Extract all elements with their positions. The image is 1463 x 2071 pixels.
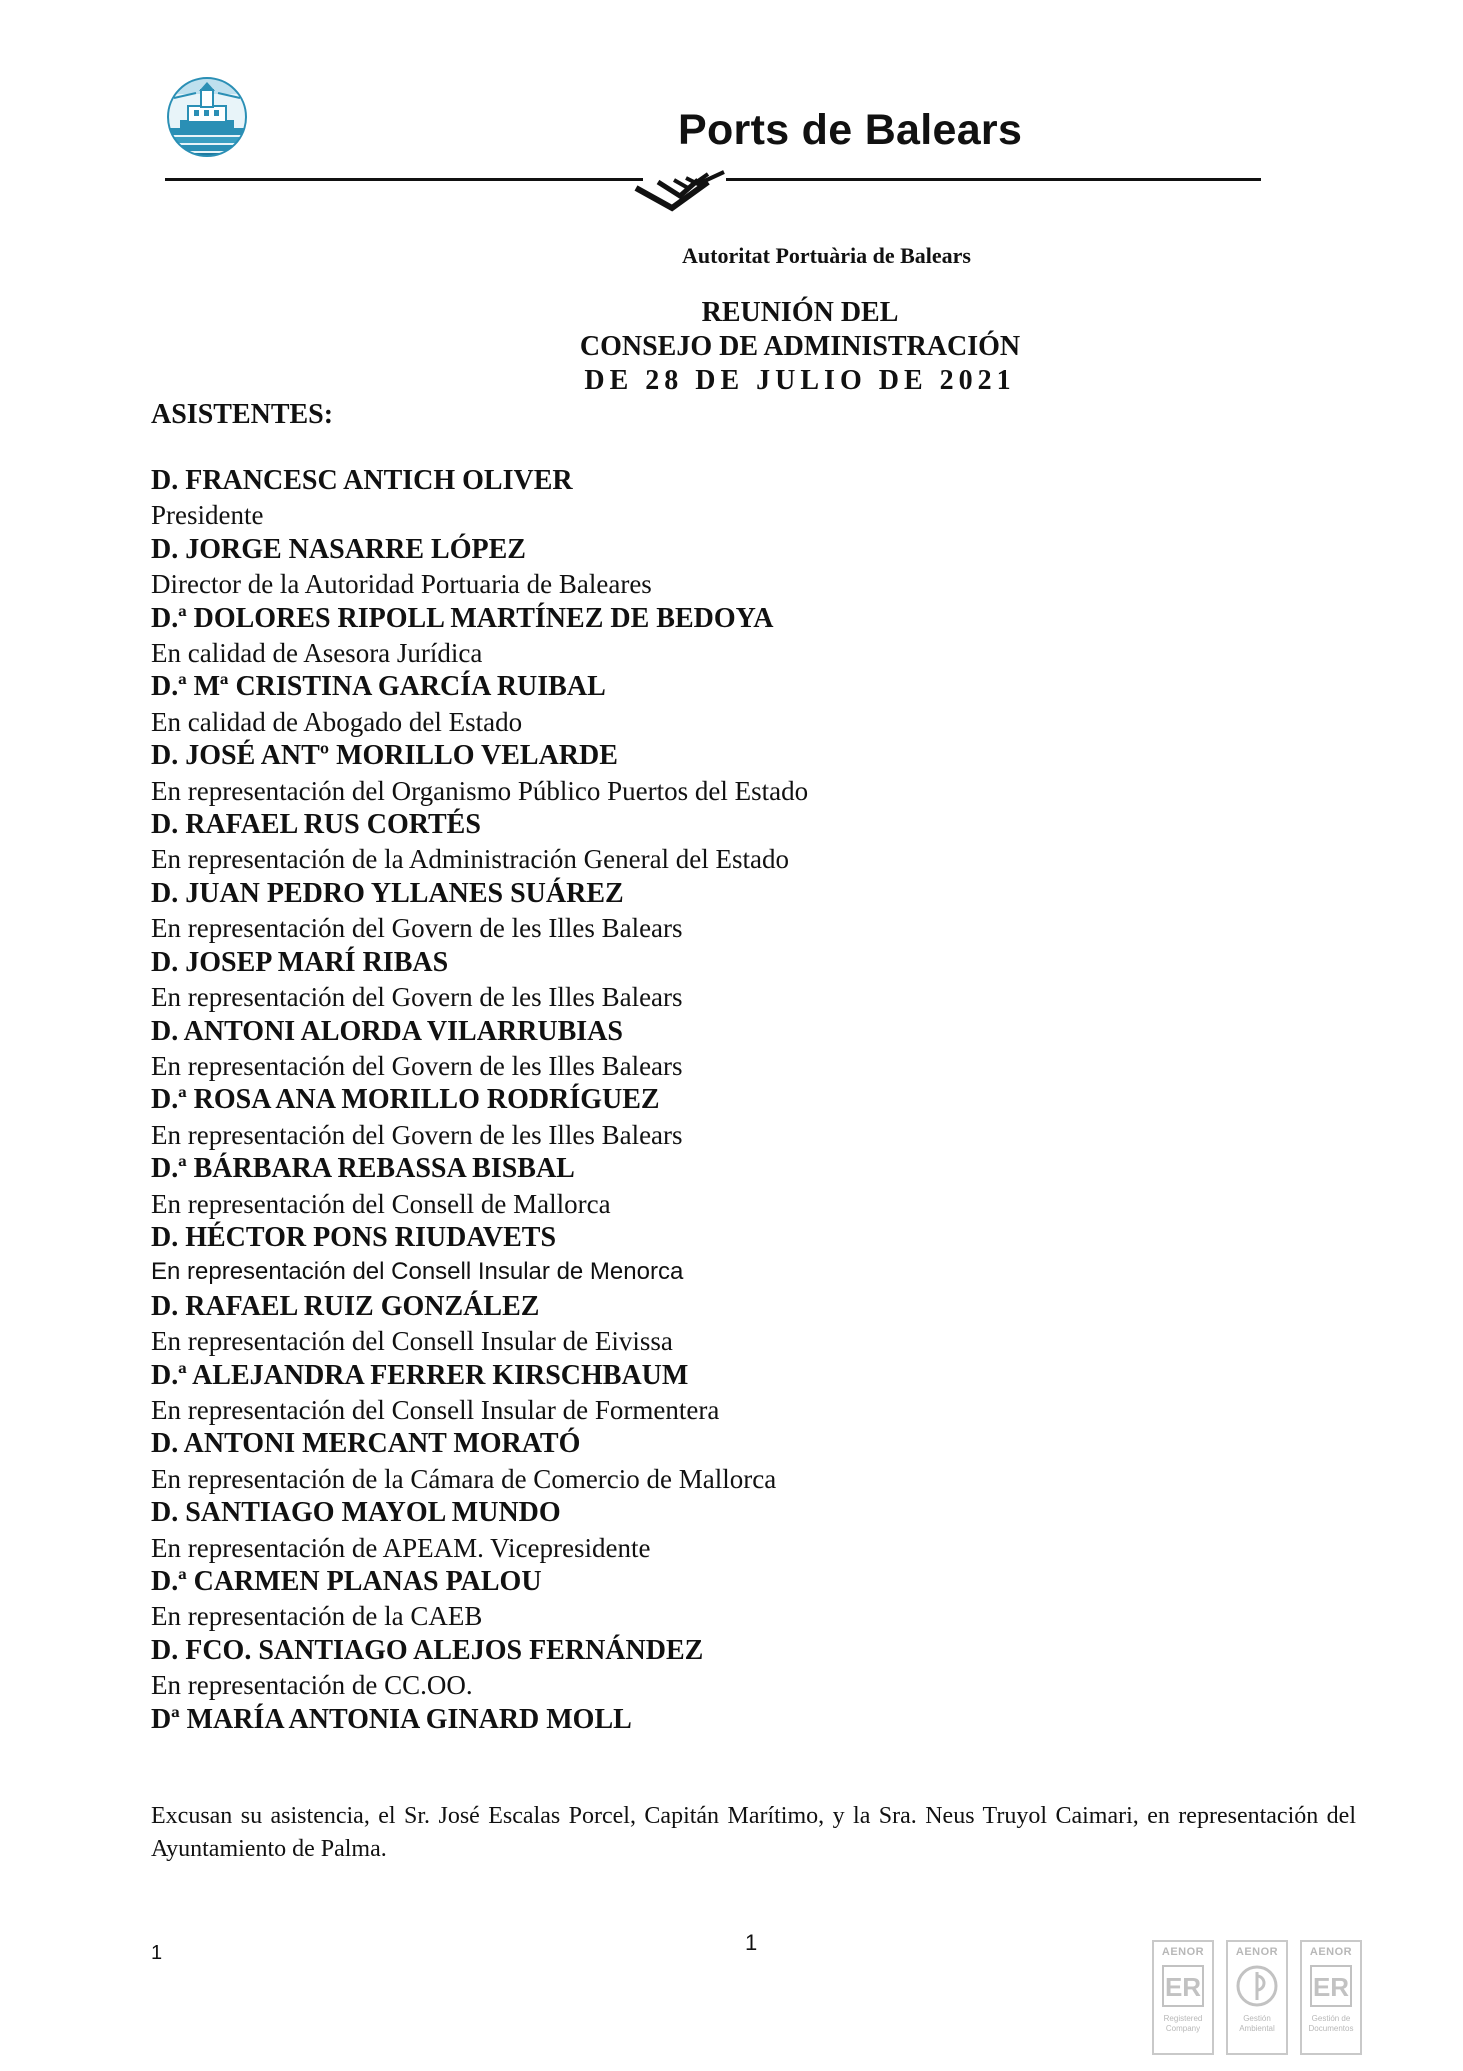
title-line-3: DE 28 DE JULIO DE 2021 — [584, 365, 1016, 396]
attendee-name: D. ANTONI MERCANT MORATÓ — [151, 1428, 581, 1460]
header-rule-left — [165, 178, 643, 181]
list-item — [151, 1290, 1301, 1359]
page-number-center: 1 — [745, 1930, 758, 1955]
attendee-name: D. SANTIAGO MAYOL MUNDO — [151, 1497, 561, 1529]
cert-caption: Gestión Ambiental — [1239, 2014, 1275, 2033]
ports-de-balears-logo-icon — [166, 76, 248, 158]
cert-issuer: AENOR — [1309, 1946, 1353, 1958]
list-item — [151, 1083, 1301, 1152]
attendee-name: D.ª Mª CRISTINA GARCÍA RUIBAL — [151, 671, 606, 703]
attendee-name: Dª MARÍA ANTONIA GINARD MOLL — [151, 1703, 632, 1735]
attendee-role: En representación del Consell de Mallorca — [151, 1188, 611, 1219]
attendee-role: En representación del Consell Insular de Menorca — [151, 1258, 684, 1286]
certification-badges — [1152, 1940, 1362, 2055]
attendees-label: ASISTENTES: — [151, 399, 334, 430]
list-item — [151, 602, 1301, 671]
attendee-role: En representación de la Administración General del Estado — [151, 844, 790, 875]
list-item — [151, 1152, 1301, 1221]
list-item — [151, 1634, 1301, 1703]
attendee-role: Presidente — [151, 500, 264, 531]
list-item — [151, 1703, 1301, 1737]
list-item — [151, 1015, 1301, 1084]
attendee-name: D.ª ALEJANDRA FERRER KIRSCHBAUM — [151, 1359, 689, 1391]
attendee-role: En representación del Consell Insular de Formentera — [151, 1394, 720, 1425]
attendee-role: En calidad de Abogado del Estado — [151, 706, 523, 737]
attendee-role: En representación de la CAEB — [151, 1601, 483, 1632]
attendee-role: En representación del Govern de les Illes Balears — [151, 1119, 683, 1150]
cert-caption: Gestión de Documentos — [1308, 2014, 1354, 2033]
attendee-name: D. RAFAEL RUIZ GONZÁLEZ — [151, 1290, 540, 1322]
attendee-name: D.ª CARMEN PLANAS PALOU — [151, 1566, 542, 1597]
attendee-name: D. JUAN PEDRO YLLANES SUÁREZ — [151, 877, 624, 909]
attendee-role: En representación del Organismo Público Puertos del Estado — [151, 775, 809, 806]
list-item — [151, 1427, 1301, 1496]
attendee-name: D. HÉCTOR PONS RIUDAVETS — [151, 1221, 557, 1253]
svg-text:ER: ER — [1164, 1972, 1202, 2002]
attendee-name: D.ª BÁRBARA REBASSA BISBAL — [151, 1153, 575, 1185]
title-line-1: REUNIÓN DEL — [701, 297, 899, 328]
attendee-name: D.ª ROSA ANA MORILLO RODRÍGUEZ — [151, 1084, 660, 1116]
cert-issuer: AENOR — [1161, 1946, 1205, 1958]
list-item — [151, 808, 1301, 877]
list-item — [151, 464, 1301, 533]
brand-name: Ports de Balears — [678, 106, 1023, 154]
aenor-er-gestion-documentos-icon — [1300, 1940, 1362, 2055]
title-line-2: CONSEJO DE ADMINISTRACIÓN — [579, 331, 1021, 362]
attendee-role: En representación del Consell Insular de Eivissa — [151, 1326, 673, 1357]
attendees-list — [151, 464, 1301, 1737]
attendee-name: D. ANTONI ALORDA VILARRUBIAS — [151, 1015, 623, 1047]
header-rule-right — [726, 178, 1261, 181]
list-item — [151, 1359, 1301, 1428]
attendee-name: D. FRANCESC ANTICH OLIVER — [151, 465, 573, 496]
list-item — [151, 1496, 1301, 1565]
attendee-name: D. JOSEP MARÍ RIBAS — [151, 946, 449, 978]
attendee-role: En representación de CC.OO. — [151, 1670, 473, 1701]
cert-issuer: AENOR — [1235, 1946, 1279, 1958]
svg-text:ER: ER — [1312, 1972, 1350, 2002]
cert-caption: Registered Company — [1163, 2014, 1203, 2033]
attendee-role: Director de la Autoridad Portuaria de Baleares — [151, 569, 652, 600]
attendee-name: D.ª DOLORES RIPOLL MARTÍNEZ DE BEDOYA — [151, 602, 774, 634]
list-item — [151, 877, 1301, 946]
list-item — [151, 1221, 1301, 1290]
attendee-name: D. RAFAEL RUS CORTÉS — [151, 809, 481, 841]
list-item — [151, 1565, 1301, 1634]
attendee-role: En calidad de Asesora Jurídica — [151, 638, 483, 669]
attendee-name: D. JOSÉ ANTº MORILLO VELARDE — [151, 740, 618, 772]
attendee-name: D. JORGE NASARRE LÓPEZ — [151, 533, 526, 565]
aenor-ga-gestion-ambiental-icon — [1226, 1940, 1288, 2055]
list-item — [151, 946, 1301, 1015]
attendee-role: En representación de APEAM. Vicepresidente — [151, 1532, 651, 1563]
list-item — [151, 670, 1301, 739]
attendee-role: En representación del Govern de les Illes Balears — [151, 1050, 683, 1081]
page-number-left: 1 — [151, 1942, 163, 1964]
excused-attendance-note: Excusan su asistencia, el Sr. José Escalas Porcel, Capitán Marítimo, y la Sra. Neus Truyol Caimari, en representación del Ayuntamiento de Palma. — [151, 1803, 1356, 1862]
attendee-role: En representación de la Cámara de Comercio de Mallorca — [151, 1463, 777, 1494]
list-item — [151, 739, 1301, 808]
attendee-role: En representación del Govern de les Illes Balears — [151, 913, 683, 944]
authority-name: Autoritat Portuària de Balears — [682, 243, 971, 268]
wave-mark-icon — [628, 168, 738, 216]
aenor-er-registered-company-icon — [1152, 1940, 1214, 2055]
attendee-role: En representación del Govern de les Illes Balears — [151, 982, 683, 1013]
meeting-title — [500, 296, 1100, 398]
attendee-name: D. FCO. SANTIAGO ALEJOS FERNÁNDEZ — [151, 1634, 704, 1666]
list-item — [151, 533, 1301, 602]
